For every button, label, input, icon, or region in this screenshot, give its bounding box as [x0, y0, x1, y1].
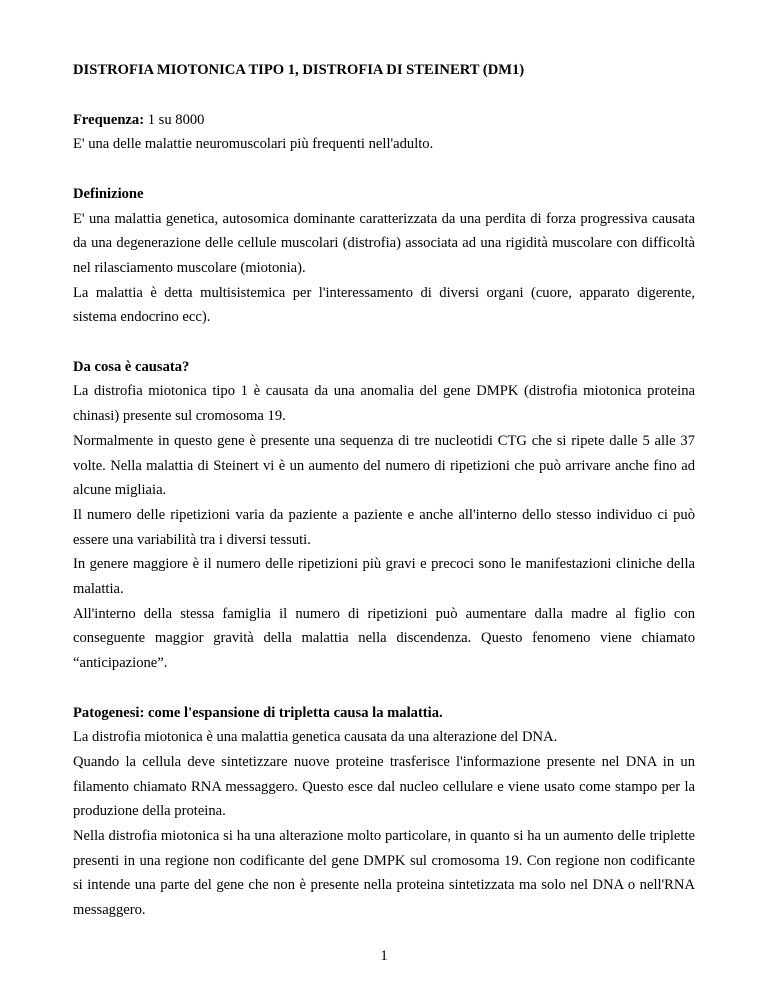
paragraph: Normalmente in questo gene è presente una sequenza di tre nucleotidi CTG che si ripete dalle 5 alle 37 volte. Nella malattia di Steinert vi è un aumento del numero di ripetizioni che può arrivare anche fino ad alcune migliaia. [73, 432, 695, 499]
section-patogenesi [73, 701, 695, 923]
section-definizione [73, 182, 695, 330]
document-page [73, 58, 695, 948]
paragraph: In genere maggiore è il numero delle ripetizioni più gravi e precoci sono le manifestazioni cliniche della malattia. [73, 556, 695, 598]
paragraph: E' una malattia genetica, autosomica dominante caratterizzata da una perdita di forza progressiva causata da una degenerazione delle cellule muscolari (distrofia) associata ad una rigidità muscolare con difficoltà nel rilasciamento muscolare (miotonia). [73, 210, 695, 276]
paragraph: Il numero delle ripetizioni varia da paziente a paziente e anche all'interno dello stesso individuo ci può essere una variabilità tra i diversi tessuti. [73, 506, 695, 548]
paragraph: All'interno della stessa famiglia il numero di ripetizioni può aumentare dalla madre al figlio con conseguente maggior gravità della malattia nella discendenza. Questo fenomeno viene chiamato “anticipazione”. [73, 605, 695, 672]
page-number: 1 [380, 948, 388, 964]
frequency-line [73, 108, 695, 133]
frequency-note: E' una delle malattie neuromuscolari più frequenti nell'adulto. [73, 136, 434, 153]
frequency-value: 1 su 8000 [144, 111, 205, 128]
paragraph: La distrofia miotonica tipo 1 è causata da una anomalia del gene DMPK (distrofia miotonica proteina chinasi) presente sul cromosoma 19. [73, 383, 695, 425]
frequency-section [73, 108, 695, 157]
paragraph: Quando la cellula deve sintetizzare nuove proteine trasferisce l'informazione presente nel DNA in un filamento chiamato RNA messaggero. Questo esce dal nucleo cellulare e viene usato come stampo per la produzione della proteina. [73, 753, 695, 820]
paragraph: La distrofia miotonica è una malattia genetica causata da una alterazione del DNA. [73, 729, 558, 746]
section-causa [73, 355, 695, 676]
paragraph: La malattia è detta multisistemica per l'interessamento di diversi organi (cuore, apparato digerente, sistema endocrino ecc). [73, 284, 695, 326]
section-heading: Patogenesi: come l'espansione di tripletta causa la malattia. [73, 704, 443, 721]
paragraph: Nella distrofia miotonica si ha una alterazione molto particolare, in quanto si ha un aumento delle triplette presenti in una regione non codificante del gene DMPK sul cromosoma 19. Con regione non codificante si intende una parte del gene che non è presente nella proteina sintetizzata ma solo nel DNA o nell'RNA messaggero. [73, 828, 695, 919]
document-title: DISTROFIA MIOTONICA TIPO 1, DISTROFIA DI STEINERT (DM1) [73, 62, 525, 78]
section-heading: Da cosa è causata? [73, 358, 190, 375]
section-heading: Definizione [73, 185, 144, 202]
frequency-label: Frequenza: [73, 111, 145, 128]
